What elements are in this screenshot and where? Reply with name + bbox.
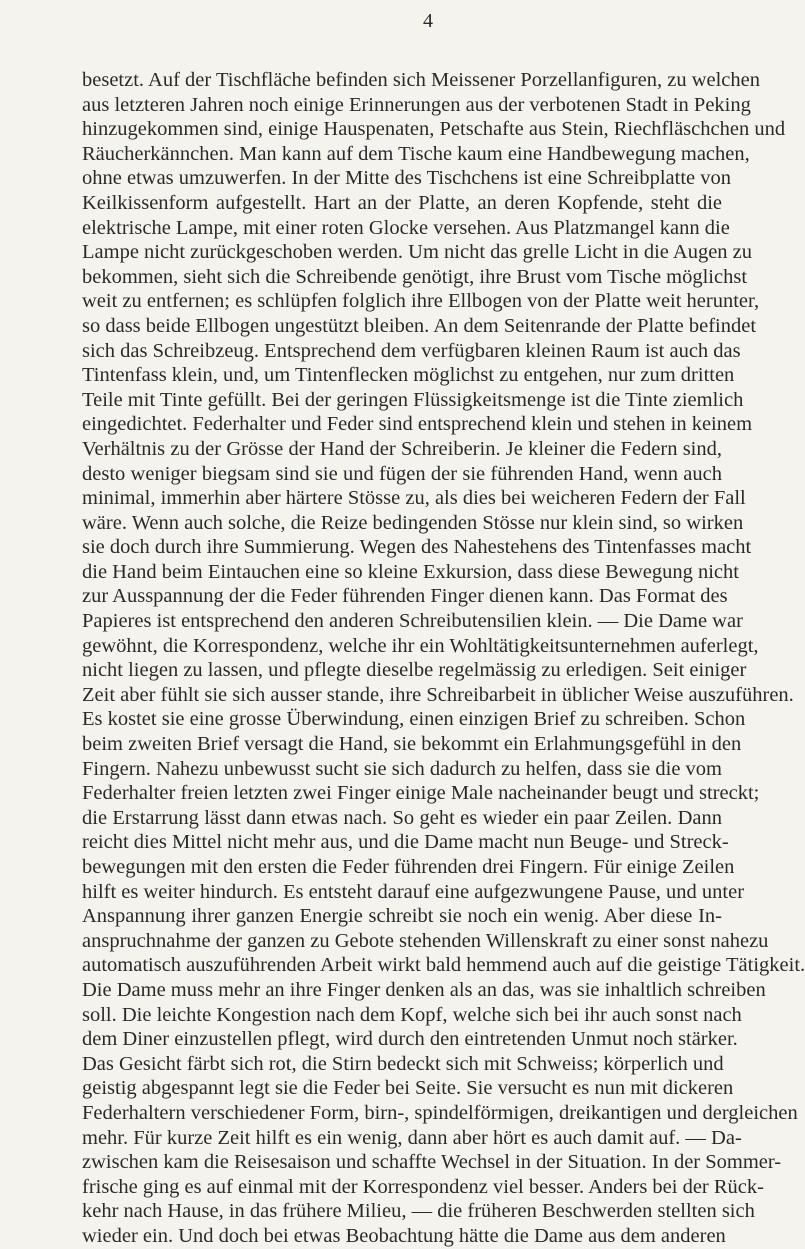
text-line: automatisch auszuführenden Arbeit wirkt bald hemmend auch auf die geistige Tätigkeit. (82, 954, 805, 977)
text-line: Papieres ist entsprechend den anderen Schreibutensilien klein. — Die Dame war (82, 610, 743, 633)
text-line: so dass beide Ellbogen ungestützt bleiben. An dem Seitenrande der Platte befindet (82, 314, 757, 337)
text-line: reicht dies Mittel nicht mehr aus, und die Dame macht nun Beuge- und Streck- (82, 831, 729, 854)
text-line: frische ging es auf einmal mit der Korrespondenz viel besser. Anders bei der Rück- (82, 1175, 764, 1198)
text-line: die Erstarrung lässt dann etwas nach. So geht es wieder ein paar Zeilen. Dann (82, 806, 722, 829)
text-line: elektrische Lampe, mit einer roten Glocke versehen. Aus Platzmangel kann die (82, 216, 730, 239)
text-line: minimal, immerhin aber härtere Stösse zu, als dies bei weicheren Federn der Fall (82, 487, 746, 510)
text-line: eingedichtet. Federhalter und Feder sind entsprechend klein und stehen in keinem (82, 413, 753, 436)
text-line: Tintenfass klein, und, um Tintenflecken möglichst zu entgehen, nur zum dritten (82, 364, 735, 387)
text-line: kehr nach Hause, in das frühere Milieu, — die früheren Beschwerden stellten sich (82, 1200, 755, 1223)
text-line: Zeit aber fühlt sie sich ausser stande, ihre Schreibarbeit in üblicher Weise auszuführen. (82, 683, 794, 706)
text-line: desto weniger biegsam sind sie und fügen der sie führenden Hand, wenn auch (82, 462, 722, 485)
text-line: weit zu entfernen; es schlüpfen folglich ihre Ellbogen von der Platte weit herunter, (82, 290, 760, 313)
text-line: Federhalter freien letzten zwei Finger einige Male nacheinander beugt und streckt; (82, 782, 760, 805)
text-line: Teile mit Tinte gefüllt. Bei der geringen Flüssigkeitsmenge ist die Tinte ziemlich (82, 388, 744, 411)
text-line: ohne etwas umzuwerfen. In der Mitte des Tischchens ist eine Schreibplatte von (82, 167, 732, 190)
text-line: zur Ausspannung der die Feder führenden Finger dienen kann. Das Format des (82, 585, 728, 608)
text-line: Keilkissenform aufgestellt. Hart an der Platte, an deren Kopfende, steht die (82, 191, 722, 214)
text-line: die Hand beim Eintauchen eine so kleine Exkursion, dass diese Bewegung nicht (82, 560, 739, 583)
text-line: besetzt. Auf der Tischfläche befinden sich Meissener Porzellanfiguren, zu welchen (82, 69, 760, 91)
text-line: bewegungen mit den ersten die Feder führenden drei Fingern. Für einige Zeilen (82, 856, 735, 878)
text-line: Räucherkännchen. Man kann auf dem Tische kaum eine Handbewegung machen, (82, 142, 750, 165)
text-line: anspruchnahme der ganzen zu Gebote stehenden Willenskraft zu einer sonst nahezu (82, 929, 769, 952)
text-line: nicht liegen zu lassen, und pflegte dieselbe regelmässig zu erledigen. Seit einiger (82, 659, 747, 682)
text-line: bekommen, sieht sich die Schreibende genötigt, ihre Brust vom Tische möglichst (82, 265, 748, 288)
text-line: gewöhnt, die Korrespondenz, welche ihr ein Wohltätigkeitsunternehmen auferlegt, (82, 634, 759, 657)
text-line: dem Diner einzustellen pflegt, wird durch den eintretenden Unmut noch stärker. (82, 1028, 738, 1051)
text-line: Verhältnis zu der Grösse der Hand der Schreiberin. Je kleiner die Federn sind, (82, 437, 722, 460)
body-text (82, 68, 805, 1249)
text-line: Es kostet sie eine grosse Überwindung, einen einzigen Brief zu schreiben. Schon (82, 708, 746, 731)
text-line: sie doch durch ihre Summierung. Wegen des Nahestehens des Tintenfasses macht (82, 536, 752, 559)
text-line: mehr. Für kurze Zeit hilft es ein wenig, dann aber hört es auch damit auf. — Da- (82, 1126, 742, 1149)
text-line: hilft es weiter hindurch. Es entsteht darauf eine aufgezwungene Pause, und unter (82, 880, 745, 903)
text-line: geistig abgespannt legt sie die Feder bei Seite. Sie versucht es nun mit dickeren (82, 1077, 734, 1100)
text-line: sich das Schreibzeug. Entsprechend dem verfügbaren kleinen Raum ist auch das (82, 339, 741, 362)
text-line: Die Dame muss mehr an ihre Finger denken als an das, was sie inhaltlich schreiben (82, 978, 766, 1001)
text-line: wieder ein. Und doch bei etwas Beobachtung hätte die Dame aus dem anderen (82, 1224, 726, 1247)
text-line: soll. Die leichte Kongestion nach dem Kopf, welche sich bei ihr auch sonst nach (82, 1003, 742, 1026)
page-number: 4 (423, 10, 433, 32)
text-line: beim zweiten Brief versagt die Hand, sie bekommt ein Erlahmungsgefühl in den (82, 733, 742, 756)
text-line: zwischen kam die Reisesaison und schaffte Wechsel in der Situation. In der Sommer- (82, 1151, 782, 1174)
text-line: aus letzteren Jahren noch einige Erinnerungen aus der verbotenen Stadt in Peking (82, 93, 751, 116)
text-line: Federhaltern verschiedener Form, birn-, spindelförmigen, dreikantigen und dergleichen (82, 1101, 798, 1124)
text-line: Das Gesicht färbt sich rot, die Stirn bedeckt sich mit Schweiss; körperlich und (82, 1052, 724, 1075)
text-line: hinzugekommen sind, einige Hauspenaten, Petschafte aus Stein, Riechfläschchen und (82, 118, 786, 141)
text-line: Anspannung ihrer ganzen Energie schreibt sie noch ein wenig. Aber diese In- (82, 905, 722, 928)
text-line: Lampe nicht zurückgeschoben werden. Um nicht das grelle Licht in die Augen zu (82, 241, 753, 264)
text-line: Fingern. Nahezu unbewusst sucht sie sich dadurch zu helfen, dass sie die vom (82, 757, 722, 780)
text-line: wäre. Wenn auch solche, die Reize bedingenden Stösse nur klein sind, so wirken (82, 511, 744, 534)
